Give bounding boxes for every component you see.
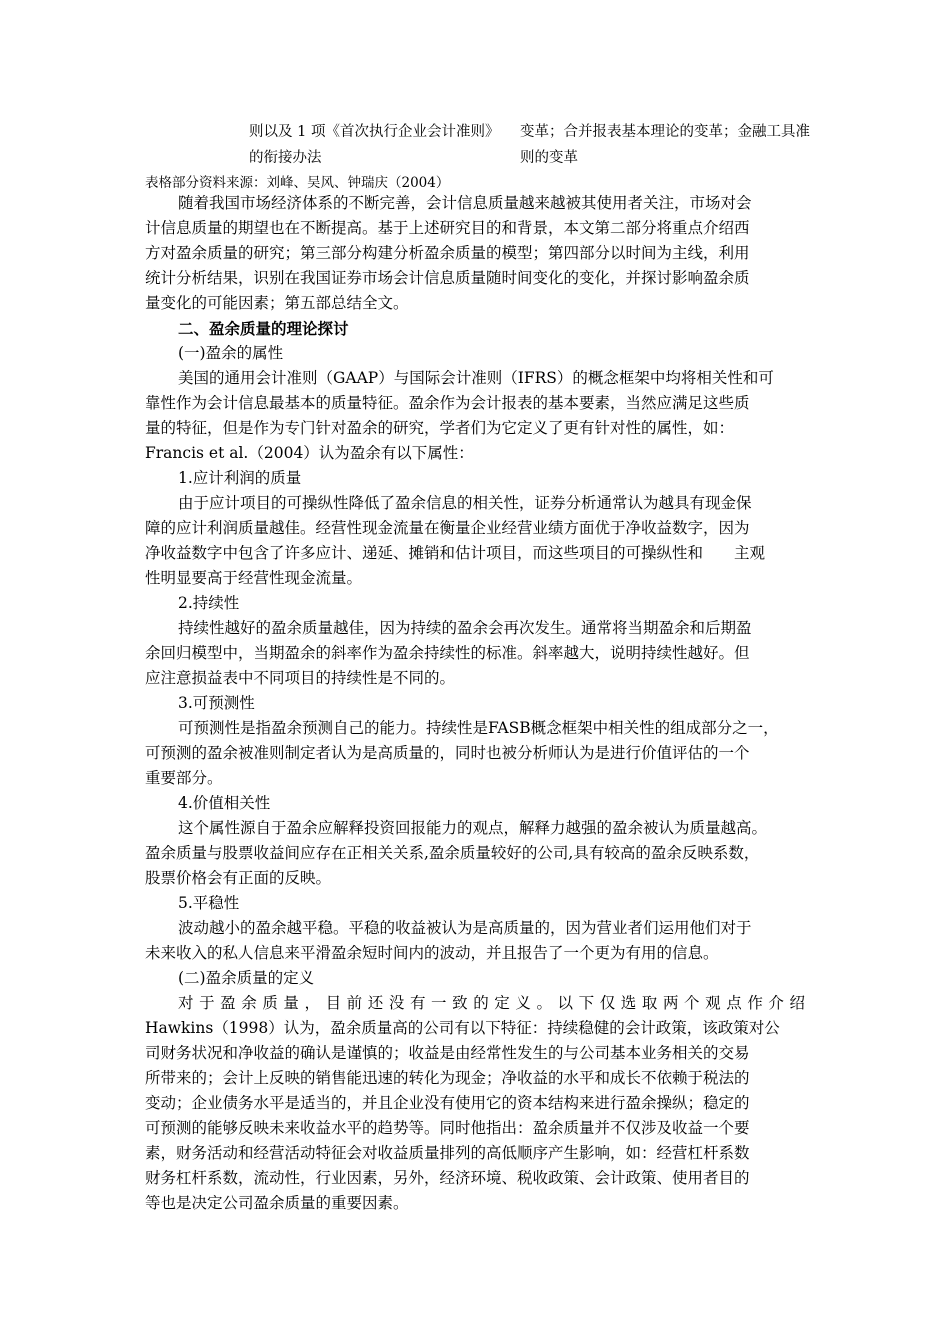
- paragraph-line: 应注意损益表中不同项目的持续性是不同的。: [145, 669, 456, 687]
- paragraph-line: 随着我国市场经济体系的不断完善，会计信息质量越来越被其使用者关注，市场对会: [178, 194, 752, 212]
- paragraph-line: 量的特征，但是作为专门针对盈余的研究，学者们为它定义了更有针对性的属性，如：: [145, 419, 735, 437]
- paragraph-line: 持续性越好的盈余质量越佳，因为持续的盈余会再次发生。通常将当期盈余和后期盈: [178, 619, 752, 637]
- table-cell-right-line-1: 变革；合并报表基本理论的变革；金融工具准: [520, 124, 810, 140]
- paragraph-line: 障的应计利润质量越佳。经营性现金流量在衡量企业经营业绩方面优于净收益数字，因为: [145, 519, 750, 537]
- paragraph-line: 司财务状况和净收益的确认是谨慎的；收益是由经常性发生的与公司基本业务相关的交易: [145, 1044, 750, 1062]
- paragraph-line: 美国的通用会计准则（GAAP）与国际会计准则（IFRS）的概念框架中均将相关性和可: [178, 369, 774, 387]
- paragraph-line: 对于盈余质量，目前还没有一致的定义。以下仅选取两个观点作介绍: [178, 994, 805, 1012]
- table-cell-left-line-1: 则以及 1 项《首次执行企业会计准则》: [249, 124, 500, 140]
- attribute-heading: 4.价值相关性: [178, 794, 271, 812]
- paragraph-line: Hawkins（1998）认为，盈余质量高的公司有以下特征：持续稳健的会计政策，该政策对公: [145, 1019, 780, 1037]
- table-source-note: 表格部分资料来源：刘峰、吴风、钟瑞庆（2004）: [145, 175, 450, 191]
- paragraph-line: 统计分析结果，识别在我国证券市场会计信息质量随时间变化的变化，并探讨影响盈余质: [145, 269, 750, 287]
- paragraph-line: 所带来的；会计上反映的销售能迅速的转化为现金；净收益的水平和成长不依赖于税法的: [145, 1069, 750, 1087]
- paragraph-line: 这个属性源自于盈余应解释投资回报能力的观点，解释力越强的盈余被认为质量越高。: [178, 819, 768, 837]
- attribute-heading: 2.持续性: [178, 594, 240, 612]
- paragraph-line: 素，财务活动和经营活动特征会对收益质量排列的高低顺序产生影响，如：经营杠杆系数: [145, 1144, 750, 1162]
- attribute-heading: 5.平稳性: [178, 894, 240, 912]
- paragraph-line: 可预测的盈余被准则制定者认为是高质量的，同时也被分析师认为是进行价值评估的一个: [145, 744, 750, 762]
- paragraph-line: 重要部分。: [145, 769, 223, 787]
- paragraph-line: 量变化的可能因素；第五部总结全文。: [145, 294, 409, 312]
- paragraph-line: 未来收入的私人信息来平滑盈余短时间内的波动，并且报告了一个更为有用的信息。: [145, 944, 719, 962]
- paragraph-line: 可预测性是指盈余预测自己的能力。持续性是FASB概念框架中相关性的组成部分之一，: [178, 719, 779, 737]
- paragraph-line: 可预测的能够反映未来收益水平的趋势等。同时他指出：盈余质量并不仅涉及收益一个要: [145, 1119, 750, 1137]
- paragraph-line: Francis et al.（2004）认为盈余有以下属性：: [145, 444, 474, 462]
- paragraph-line: 由于应计项目的可操纵性降低了盈余信息的相关性，证券分析通常认为越具有现金保: [178, 494, 752, 512]
- subsection-heading: (二)盈余质量的定义: [178, 969, 315, 987]
- paragraph-line: 性明显要高于经营性现金流量。: [145, 569, 363, 587]
- table-cell-left-line-2: 的衔接办法: [249, 150, 322, 166]
- paragraph-line: 财务杠杆系数，流动性，行业因素，另外，经济环境、税收政策、会计政策、使用者目的: [145, 1169, 750, 1187]
- paragraph-line: 净收益数字中包含了许多应计、递延、摊销和估计项目，而这些项目的可操纵性和 主观: [145, 544, 766, 562]
- section-heading: 二、盈余质量的理论探讨: [178, 319, 349, 338]
- paragraph-line: 余回归模型中，当期盈余的斜率作为盈余持续性的标准。斜率越大，说明持续性越好。但: [145, 644, 750, 662]
- paragraph-line: 方对盈余质量的研究；第三部分构建分析盈余质量的模型；第四部分以时间为主线，利用: [145, 244, 750, 262]
- table-cell-right-line-2: 则的变革: [520, 150, 578, 166]
- paragraph-line: 变动；企业债务水平是适当的，并且企业没有使用它的资本结构来进行盈余操纵；稳定的: [145, 1094, 750, 1112]
- paragraph-line: 波动越小的盈余越平稳。平稳的收益被认为是高质量的，因为营业者们运用他们对于: [178, 919, 752, 937]
- paragraph-line: 股票价格会有正面的反映。: [145, 869, 332, 887]
- attribute-heading: 1.应计利润的质量: [178, 469, 302, 487]
- paragraph-line: 靠性作为会计信息最基本的质量特征。盈余作为会计报表的基本要素，当然应满足这些质: [145, 394, 750, 412]
- paragraph-line: 计信息质量的期望也在不断提高。基于上述研究目的和背景，本文第二部分将重点介绍西: [145, 219, 750, 237]
- paragraph-line: 盈余质量与股票收益间应存在正相关关系,盈余质量较好的公司,具有较高的盈余反映系数，: [145, 844, 760, 862]
- attribute-heading: 3.可预测性: [178, 694, 255, 712]
- subsection-heading: (一)盈余的属性: [178, 344, 284, 362]
- paragraph-line: 等也是决定公司盈余质量的重要因素。: [145, 1194, 409, 1212]
